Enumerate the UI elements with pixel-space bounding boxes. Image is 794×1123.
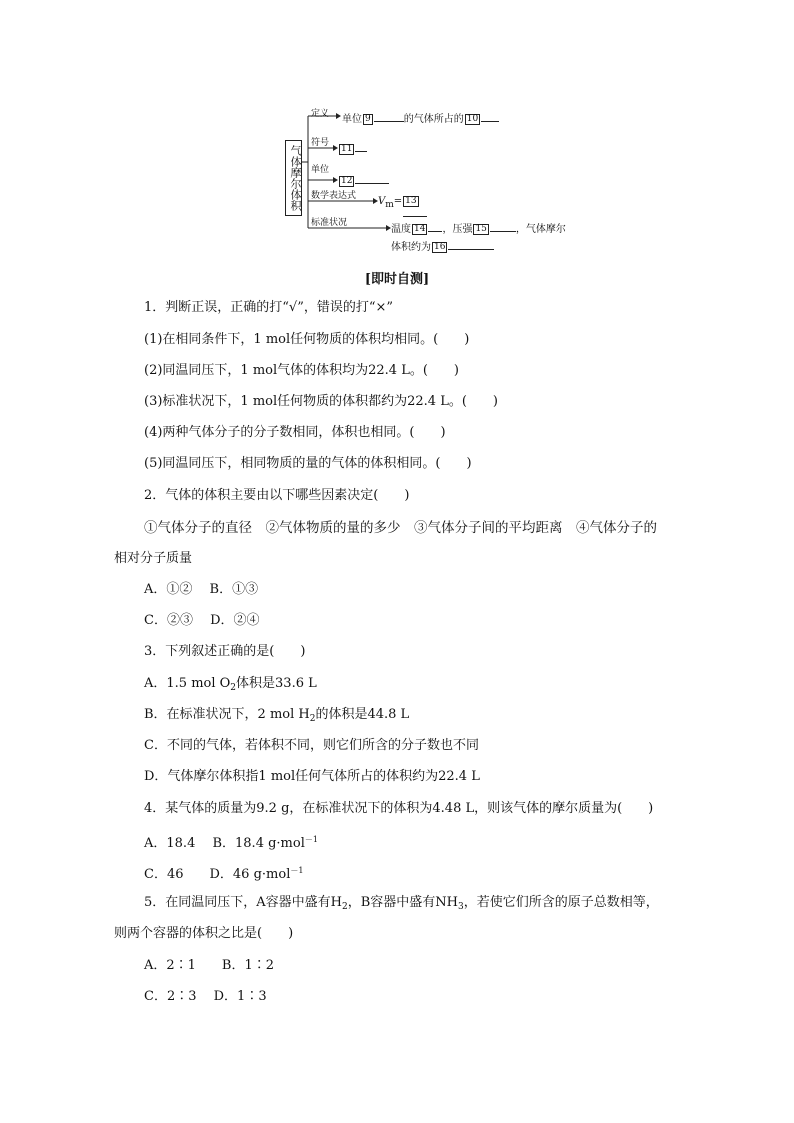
std-temp: 温度 <box>391 224 411 235</box>
blank-number-9: 9 <box>365 114 371 124</box>
branch-definition-text <box>342 110 499 125</box>
q3-a-pre: A．1.5 mol O <box>144 676 231 691</box>
def-pre: 单位 <box>342 114 362 125</box>
blank-line <box>448 240 494 250</box>
branch-standard-label: 标准状况 <box>311 218 348 228</box>
center-concept: 气体摩尔体积 <box>285 140 302 216</box>
q1-item-5: (5)同温同压下，相同物质的量的气体的体积相同。( ) <box>144 456 472 471</box>
q2-desc-1: ①气体分子的直径 ②气体物质的量的多少 ③气体分子间的平均距离 ④气体分子的 <box>144 520 657 536</box>
q1-item-2: (2)同温同压下，1 mol气体的体积均为22.4 L。( ) <box>144 363 459 378</box>
blank-number-11: 11 <box>341 144 353 154</box>
blank-line <box>374 112 404 122</box>
q3-stem: 3．下列叙述正确的是( ) <box>144 644 306 659</box>
q2-stem: 2．气体的体积主要由以下哪些因素决定( ) <box>144 488 410 503</box>
q5-mid: ，B容器中盛有NH <box>347 895 458 910</box>
q1-item-1: (1)在相同条件下，1 mol任何物质的体积均相同。( ) <box>144 332 470 347</box>
branch-unit-text <box>338 174 389 187</box>
q4-options-ab <box>144 831 318 853</box>
q5-pre: 5．在同温同压下，A容器中盛有H <box>144 895 342 910</box>
q4-cd-text: C．46 D．46 g·mol <box>144 867 291 882</box>
q2-options-ab: A．①② B．①③ <box>144 582 259 597</box>
q5-sub2: 3 <box>458 902 464 912</box>
q4-ab-text: A．18.4 B．18.4 g·mol <box>144 836 305 851</box>
q4-options-cd <box>144 862 303 884</box>
math-sub: m <box>385 200 394 210</box>
std-pressure: ，压强 <box>442 224 473 235</box>
branch-symbol-text <box>338 142 367 155</box>
q2-desc-2: 相对分子质量 <box>114 551 193 566</box>
concept-diagram <box>278 104 566 260</box>
q5-stem <box>144 894 659 916</box>
q3-b-sub: 2 <box>309 714 316 724</box>
q2-options-cd: C．②③ D．②④ <box>144 613 260 628</box>
blank-number-10: 10 <box>466 114 479 124</box>
branch-standard-text <box>391 220 566 235</box>
branch-definition-label: 定义 <box>311 109 330 119</box>
q3-a-sub: 2 <box>230 683 237 693</box>
q5-options-ab: A．2∶1 B．1∶2 <box>144 958 275 973</box>
q4-cd-sup: －1 <box>290 866 304 875</box>
q3-b-pre: B．在标准状况下，2 mol H <box>144 707 310 722</box>
blank-number-14: 14 <box>414 224 426 234</box>
blank-line <box>481 112 499 122</box>
blank-line <box>428 222 442 232</box>
q3-option-d: D．气体摩尔体积指1 mol任何气体所占的体积约为22.4 L <box>144 769 480 784</box>
q1-stem: 1．判断正误，正确的打“√”，错误的打“×” <box>144 300 394 315</box>
blank-number-16: 16 <box>434 242 446 252</box>
q3-option-b <box>144 706 409 728</box>
std-tail: ，气体摩尔 <box>515 224 566 235</box>
section-title: [即时自测] <box>364 272 430 287</box>
blank-line <box>403 207 427 217</box>
q5-stem-2: 则两个容器的体积之比是( ) <box>114 926 294 941</box>
blank-number-15: 15 <box>475 224 487 234</box>
q1-item-3: (3)标准状况下，1 mol任何物质的体积都约为22.4 L。( ) <box>144 394 498 409</box>
branch-symbol-label: 符号 <box>311 138 330 148</box>
q3-option-a <box>144 675 317 697</box>
blank-number-13: 13 <box>405 196 417 206</box>
q3-b-post: 的体积是44.8 L <box>315 707 410 722</box>
blank-line <box>355 174 389 184</box>
def-mid: 的气体所占的 <box>403 114 464 125</box>
std-vol: 体积约为 <box>391 242 431 253</box>
q5-options-cd: C．2∶3 D．1∶3 <box>144 989 267 1004</box>
diagram-connectors <box>278 104 548 260</box>
blank-line <box>490 222 516 232</box>
blank-number-12: 12 <box>341 176 353 186</box>
q5-sub1: 2 <box>342 902 348 912</box>
math-eq: = <box>393 196 403 207</box>
blank-line <box>355 142 367 152</box>
math-var: V <box>378 196 386 207</box>
q1-item-4: (4)两种气体分子的分子数相同，体积也相同。( ) <box>144 425 446 440</box>
q5-post: ，若使它们所含的原子总数相等， <box>463 895 659 910</box>
q3-option-c: C．不同的气体，若体积不同，则它们所含的分子数也不同 <box>144 738 479 753</box>
q4-stem: 4．某气体的质量为9.2 g，在标准状况下的体积为4.48 L，则该气体的摩尔质量为( ) <box>144 801 654 816</box>
branch-standard-text-2 <box>391 238 494 253</box>
branch-unit-label: 单位 <box>311 165 330 175</box>
branch-math-label: 数学表达式 <box>311 191 357 201</box>
q4-ab-sup: －1 <box>304 835 318 844</box>
q3-a-post: 体积是33.6 L <box>236 676 317 691</box>
